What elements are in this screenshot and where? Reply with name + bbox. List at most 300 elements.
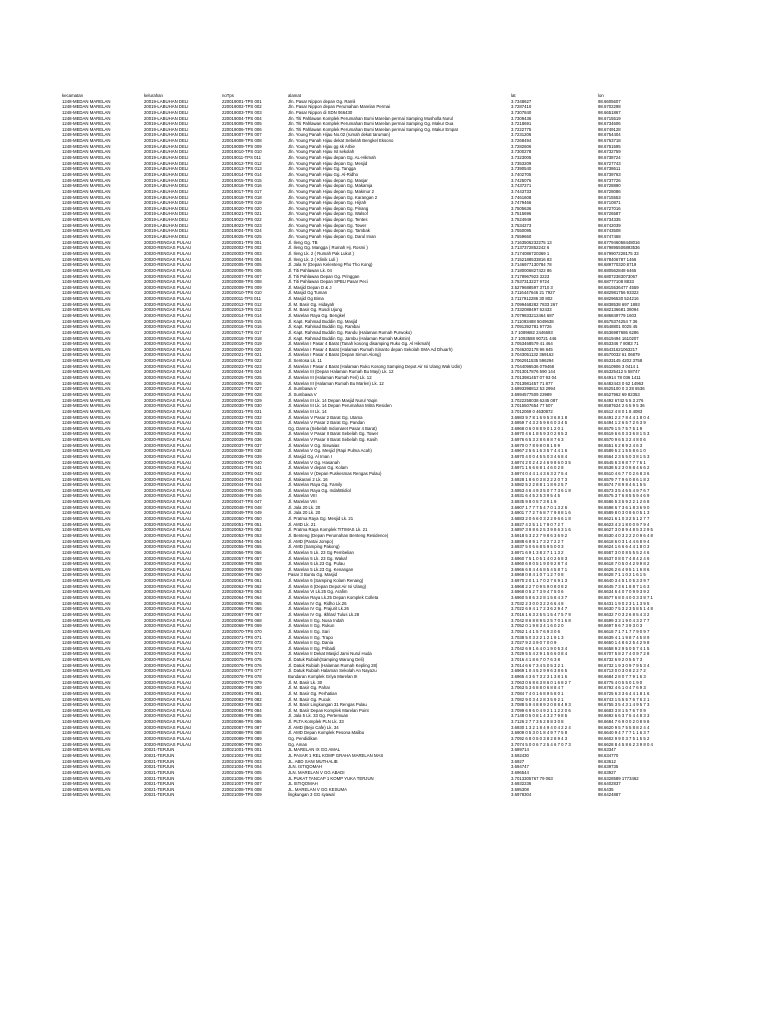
cell-lat[interactable]: 3.7052 1 4 1 5 7 6 9 3 0 6 [511, 628, 560, 634]
cell-lon[interactable]: 98.6538 6 2 3 0 8 8 4 6 6 2 [598, 465, 650, 471]
cell-kecamatan[interactable]: 1248-MEDAN MARELAN [62, 741, 111, 747]
cell-alamat[interactable]: Jl. Marelan II Gg. Sari [288, 628, 330, 634]
cell-lat[interactable]: 3.6960 7 5 1 0 5 1 4 0 2 6 8 3 [511, 555, 568, 561]
cell-kecamatan[interactable]: 1248-MEDAN MARELAN [62, 459, 111, 465]
cell-alamat[interactable]: Jl. Ileng Lk. 2 ( Klinik Luli ) [288, 256, 338, 262]
cell-lat[interactable]: 3.7534273 [511, 222, 532, 228]
cell-kecamatan[interactable]: 1248-MEDAN MARELAN [62, 104, 111, 110]
cell-notps[interactable]: 220019001-TPS 001 [222, 98, 262, 104]
cell-notps[interactable]: 220020018-TPS 018 [222, 335, 262, 341]
cell-lat[interactable]: 3.6968 0 5 2 7 3 9 4 7 5 0 6 [511, 589, 564, 595]
cell-notps[interactable]: 220020022-TPS 022 [222, 358, 262, 364]
cell-kecamatan[interactable]: 1248-MEDAN MARELAN [62, 679, 111, 685]
cell-kelurahan[interactable]: 20020-RENGAS PULAU [144, 324, 192, 330]
cell-lat[interactable]: 3.6927 4 2 5 1 1 7 9 0 7 2 7 [511, 521, 564, 527]
cell-lat[interactable]: 3.7079833212464 687 [511, 312, 555, 318]
cell-kelurahan[interactable]: 20020-RENGAS PULAU [144, 572, 192, 578]
cell-lon[interactable]: 98.6579 1 5 7 5 7 5 1 9 [598, 425, 643, 431]
cell-kecamatan[interactable]: 1248-MEDAN MARELAN [62, 696, 111, 702]
cell-kelurahan[interactable]: 20020-RENGAS PULAU [144, 329, 192, 335]
cell-alamat[interactable]: Jl. Marelan V Gg. Siswaias [288, 442, 340, 448]
cell-kelurahan[interactable]: 20019-LABUHAN DELI [144, 234, 189, 240]
cell-notps[interactable]: 220020002-TPS 002 [222, 245, 262, 251]
cell-alamat[interactable]: Jl. AMD Lk. 21 [288, 521, 316, 527]
cell-kelurahan[interactable]: 20020-RENGAS PULAU [144, 578, 192, 584]
cell-lon[interactable]: 98.6634 6 4 0 7 0 9 9 3 9 2 [598, 589, 650, 595]
cell-notps[interactable]: 220019025-TPS 025 [222, 234, 262, 240]
cell-lat[interactable]: 3.7402705 [511, 171, 532, 177]
cell-lon[interactable]: 98.682981756 93322 [598, 290, 639, 296]
cell-lat[interactable]: 3.7218691 [511, 121, 532, 127]
cell-kecamatan[interactable]: 1248-MEDAN MARELAN [62, 470, 111, 476]
cell-kelurahan[interactable]: 20020-RENGAS PULAU [144, 420, 192, 426]
cell-alamat[interactable]: JL. MARELAN V GG KESUMA [288, 786, 347, 792]
cell-kelurahan[interactable]: 20020-RENGAS PULAU [144, 527, 192, 533]
cell-lat[interactable]: 3.7116447646 21 7927 [511, 290, 555, 296]
cell-alamat[interactable]: Jln. Young Panah Hijau depan Gg. Tentes [288, 217, 368, 223]
cell-notps[interactable]: 220020031-TPS 031 [222, 408, 262, 414]
cell-kecamatan[interactable]: 1248-MEDAN MARELAN [62, 781, 111, 787]
cell-alamat[interactable]: Jl. Marelan I Pasar 4 Barat (Halaman Rumah Sinanto depan Sekolah SMA Ad Dhuarh) [288, 346, 453, 352]
cell-lat[interactable]: 3.6953 4 6 4 9 3 5 0 7 7 3 6 1 8 [511, 487, 571, 493]
cell-kecamatan[interactable]: 1248-MEDAN MARELAN [62, 98, 111, 104]
cell-kecamatan[interactable]: 1248-MEDAN MARELAN [62, 222, 111, 228]
cell-lon[interactable]: 98.6737726 [598, 177, 621, 183]
cell-alamat[interactable]: Jl. Marelan III Lk. 14 Depan Perumahan Mitra Residen [288, 403, 392, 409]
cell-kecamatan[interactable]: 1248-MEDAN MARELAN [62, 668, 111, 674]
cell-lat[interactable]: 3.6983 9 7 8 1 6 9 5 3 6 8 1 8 [511, 414, 568, 420]
cell-kecamatan[interactable]: 1248-MEDAN MARELAN [62, 589, 111, 595]
cell-lon[interactable]: 98.6626 2 6 4 9 5 1 1 6 8 6 [598, 566, 650, 572]
cell-lon[interactable]: 98.6586 5 3 5 9 2 2 1 2 6 8 [598, 499, 650, 505]
cell-kecamatan[interactable]: 1248-MEDAN MARELAN [62, 160, 111, 166]
cell-kecamatan[interactable]: 1248-MEDAN MARELAN [62, 284, 111, 290]
cell-notps[interactable]: 220020060-TPS 060 [222, 572, 262, 578]
cell-kelurahan[interactable]: 20020-RENGAS PULAU [144, 707, 192, 713]
cell-kelurahan[interactable]: 20019-LABUHAN DELI [144, 121, 189, 127]
cell-kecamatan[interactable]: 1248-MEDAN MARELAN [62, 217, 111, 223]
cell-lon[interactable]: 98.68296530 524216 [598, 296, 639, 302]
cell-notps[interactable]: 220019015-TPS 015 [222, 177, 262, 183]
cell-kelurahan[interactable]: 20020-RENGAS PULAU [144, 713, 192, 719]
cell-alamat[interactable]: Jl. Marelan IV Gg. Ridho Lk.26 [288, 600, 347, 606]
cell-lon[interactable]: 98.6628 8 4 5 8 6 2 3 9 8 0 4 [598, 741, 653, 747]
cell-notps[interactable]: 220020057-TPS 057 [222, 555, 262, 561]
cell-lon[interactable]: 98.6684 2 8 0 7 7 9 1 6 3 [598, 673, 646, 679]
cell-lon[interactable]: 98.6527962 69 82353 [598, 391, 640, 397]
cell-notps[interactable]: 220020014-TPS 014 [222, 312, 262, 318]
cell-alamat[interactable]: Jl. Jala 5 Lk. 33 Gg. Pertemuan [288, 713, 349, 719]
cell-lat[interactable]: 3.7178967923 3223 [511, 273, 550, 279]
cell-lat[interactable]: 3.6959 7 4 3 2 5 9 6 6 0 3 4 5 [511, 420, 568, 426]
cell-lon[interactable]: 98.6624 1 6 6 6 4 4 1 8 0 3 [598, 544, 650, 550]
cell-kecamatan[interactable]: 1248-MEDAN MARELAN [62, 769, 111, 775]
cell-lat[interactable]: 3.696544 [511, 769, 529, 775]
cell-kecamatan[interactable]: 1248-MEDAN MARELAN [62, 516, 111, 522]
cell-alamat[interactable]: Pasar 3 Buntu Gg. Masjid [288, 572, 337, 578]
cell-lon[interactable]: 98.6728086 [598, 188, 621, 194]
cell-kecamatan[interactable]: 1248-MEDAN MARELAN [62, 628, 111, 634]
cell-kecamatan[interactable]: 1248-MEDAN MARELAN [62, 363, 111, 369]
cell-lon[interactable]: 98.680562848 6465 [598, 267, 637, 273]
cell-kelurahan[interactable]: 20020-RENGAS PULAU [144, 673, 192, 679]
cell-alamat[interactable]: Jln. Young Panah Hijau Gg. Al-Ridho [288, 171, 358, 177]
cell-alamat[interactable]: Jl. Marelan I Pasar 4 Barat (Halaman Ruko Kosong Samping Depot Air Isi Ulang Wak Udin) [288, 363, 462, 369]
cell-notps[interactable]: 220020032-TPS 032 [222, 414, 262, 420]
cell-kecamatan[interactable]: 1248-MEDAN MARELAN [62, 583, 111, 589]
cell-lat[interactable]: 3.7082 9 0 3 4 2 8 3 5 9 2 1 [511, 696, 564, 702]
cell-kelurahan[interactable]: 20020-RENGAS PULAU [144, 284, 192, 290]
cell-alamat[interactable]: Jl. Marelan III (Depan Halaman Rumah Bu Mayi) Lk. 12 [288, 369, 394, 375]
cell-lon[interactable]: 98.6738611 [598, 166, 621, 172]
cell-notps[interactable]: 220020051-TPS 051 [222, 521, 262, 527]
cell-kelurahan[interactable]: 20020-RENGAS PULAU [144, 719, 192, 725]
cell-lon[interactable]: 98.6628 7 1 1 0 2 1 6 1 5 [598, 572, 646, 578]
cell-kelurahan[interactable]: 20020-RENGAS PULAU [144, 397, 192, 403]
cell-lon[interactable]: 98.6623 4 3 1 8 0 0 9 7 9 4 [598, 521, 650, 527]
cell-lat[interactable]: 3.7559660 [511, 234, 532, 240]
cell-notps[interactable]: 220020080-TPS 080 [222, 685, 262, 691]
cell-notps[interactable]: 220021008-TPS 008 [222, 786, 262, 792]
cell-alamat[interactable]: Jl. Marelan 5 Lk.23 Gg. Pulau [288, 561, 345, 567]
cell-lat[interactable]: 3.7013981457 71 877 [511, 380, 553, 386]
cell-lon[interactable]: 98.682136681 38094 [598, 307, 639, 313]
cell-lat[interactable]: 3.6971 1 6 6 6 8 1 4 6 0 2 8 [511, 465, 564, 471]
cell-lat[interactable]: 3.7 1089682 2446693 [511, 329, 553, 335]
cell-notps[interactable]: 220020010-TPS 010 [222, 290, 262, 296]
cell-lat[interactable]: 3.7022 6 9 4 1 7 2 3 6 2 9 4 7 [511, 606, 568, 612]
cell-kecamatan[interactable]: 1248-MEDAN MARELAN [62, 296, 111, 302]
cell-lat[interactable]: 3.6967 2 5 6 1 6 3 5 7 4 4 1 6 [511, 448, 568, 454]
cell-alamat[interactable]: Jln. Pasar Nippon di SDN 066430 [288, 109, 353, 115]
cell-kelurahan[interactable]: 20020-RENGAS PULAU [144, 532, 192, 538]
cell-lat[interactable]: 3.6978304 [511, 792, 532, 798]
cell-notps[interactable]: 220020047-TPS 047 [222, 499, 262, 505]
cell-notps[interactable]: 220021001-TPS 001 [222, 747, 262, 753]
cell-lon[interactable]: 98.6713 0 0 3 0 8 2 2 7 2 [598, 668, 646, 674]
cell-notps[interactable]: 220019008-TPS 008 [222, 138, 262, 144]
cell-lon[interactable]: 98.6702298 [598, 104, 621, 110]
cell-alamat[interactable]: Jl. M. Basir Gg. Hidayah [288, 301, 335, 307]
cell-kelurahan[interactable]: 20020-RENGAS PULAU [144, 561, 192, 567]
cell-kecamatan[interactable]: 1248-MEDAN MARELAN [62, 510, 111, 516]
cell-notps[interactable]: 220019013-TPS 013 [222, 166, 262, 172]
cell-alamat[interactable]: Jln. Titi Pahlawan Komplek Perumahan Bumi Marelan permai Samping Gg. Makur Empat [288, 126, 458, 132]
cell-kecamatan[interactable]: 1248-MEDAN MARELAN [62, 499, 111, 505]
cell-notps[interactable]: 220020085-TPS 085 [222, 713, 262, 719]
cell-kelurahan[interactable]: 20020-RENGAS PULAU [144, 391, 192, 397]
cell-alamat[interactable]: Jl. Pratma Raya Komplek TITIMAS Lk. 21 [288, 527, 368, 533]
cell-kelurahan[interactable]: 20019-LABUHAN DELI [144, 211, 189, 217]
cell-lon[interactable]: 98.6575374254 7 36 [598, 318, 638, 324]
cell-notps[interactable]: 220020074-TPS 074 [222, 651, 262, 657]
cell-kecamatan[interactable]: 1248-MEDAN MARELAN [62, 273, 111, 279]
cell-kecamatan[interactable]: 1248-MEDAN MARELAN [62, 611, 111, 617]
cell-alamat[interactable]: Jl. PLTA Komplek PLN Lk. 33 [288, 719, 344, 725]
cell-lon[interactable]: 98.6658 9 2 9 5 0 5 7 4 1 5 [598, 645, 650, 651]
column-header-notps[interactable]: noTps [222, 93, 234, 98]
cell-lon[interactable]: 98.6599 3 3 1 9 0 4 3 2 7 7 [598, 617, 650, 623]
cell-kecamatan[interactable]: 1248-MEDAN MARELAN [62, 132, 111, 138]
cell-lon[interactable]: 98.6579 7 7 9 6 0 8 6 1 8 2 [598, 476, 650, 482]
cell-kecamatan[interactable]: 1248-MEDAN MARELAN [62, 504, 111, 510]
cell-alamat[interactable]: Jl. Marelan Raya Gg. Family [288, 482, 343, 488]
cell-kecamatan[interactable]: 1248-MEDAN MARELAN [62, 702, 111, 708]
cell-lon[interactable]: 98.6755 3 5 4 3 1 4 9 5 7 3 [598, 702, 650, 708]
cell-kecamatan[interactable]: 1248-MEDAN MARELAN [62, 730, 111, 736]
cell-notps[interactable]: 220021006-TPS 006 [222, 775, 262, 781]
cell-kecamatan[interactable]: 1248-MEDAN MARELAN [62, 634, 111, 640]
cell-lat[interactable]: 3.7044096536 079468 [511, 363, 555, 369]
cell-alamat[interactable]: Jln. Young Panah Hijau depan Gg. Tower [288, 222, 367, 228]
cell-lon[interactable]: 98.6491 2 2 7 8 4 4 1 8 0 4 [598, 414, 650, 420]
cell-lon[interactable]: 98.6570 9 6 5 3 2 4 8 0 6 [598, 437, 646, 443]
cell-notps[interactable]: 220019004-TPS 004 [222, 115, 262, 121]
cell-lon[interactable]: 98.6775 4 0 5 5 0 1 9 0 [598, 679, 643, 685]
cell-kecamatan[interactable]: 1248-MEDAN MARELAN [62, 606, 111, 612]
cell-lon[interactable]: 98.6732759 [598, 149, 621, 155]
cell-lon[interactable]: 98.6630 7 5 3 2 3 5 8 5 1 4 8 [598, 606, 653, 612]
cell-alamat[interactable]: Jl. Sumbawa V [288, 386, 317, 392]
cell-notps[interactable]: 220020073-TPS 073 [222, 645, 262, 651]
cell-lon[interactable]: 98.6726587 [598, 211, 621, 217]
cell-kelurahan[interactable]: 20020-RENGAS PULAU [144, 341, 192, 347]
cell-kelurahan[interactable]: 20020-RENGAS PULAU [144, 262, 192, 268]
cell-kecamatan[interactable]: 1248-MEDAN MARELAN [62, 290, 111, 296]
cell-notps[interactable]: 220020083-TPS 083 [222, 702, 262, 708]
cell-notps[interactable]: 220020036-TPS 036 [222, 437, 262, 443]
cell-lat[interactable]: 3.7524949 [511, 217, 532, 223]
cell-notps[interactable]: 220020009-TPS 009 [222, 284, 262, 290]
cell-notps[interactable]: 220020007-TPS 007 [222, 273, 262, 279]
cell-lon[interactable]: 98.6551 6 2 8 9 2 4 6 3 [598, 442, 643, 448]
cell-kecamatan[interactable]: 1248-MEDAN MARELAN [62, 792, 111, 798]
cell-kelurahan[interactable]: 20020-RENGAS PULAU [144, 696, 192, 702]
cell-notps[interactable]: 220020040-TPS 040 [222, 459, 262, 465]
cell-lat[interactable]: 3.7012069 0 4630872 [511, 408, 553, 414]
cell-lat[interactable]: 3.6937 5 0 6 6 8 5 9 5 0 0 3 [511, 544, 564, 550]
cell-lon[interactable]: 98.6734335 [598, 217, 621, 223]
cell-notps[interactable]: 220020077-TPS 077 [222, 668, 262, 674]
cell-lat[interactable]: 3.6928 1 8 6 0 3 8 2 2 2 0 7 3 [511, 476, 568, 482]
cell-notps[interactable]: 220020069-TPS 069 [222, 623, 262, 629]
cell-lat[interactable]: 3.692430 [511, 752, 529, 758]
cell-lat[interactable]: 3.6901 7 7 2 7 6 8 7 7 9 8 8 1 6 [511, 510, 571, 516]
cell-lat[interactable]: 3.6966 6 8 4 4 6 8 5 4 5 8 7 1 [511, 566, 568, 572]
cell-lon[interactable]: 98.6510 4 6 7 7 0 2 6 8 3 6 [598, 470, 650, 476]
cell-kecamatan[interactable]: 1248-MEDAN MARELAN [62, 600, 111, 606]
cell-lat[interactable]: 3.6969 1 0 4 5 2 9 9 6 3 8 6 5 [511, 668, 568, 674]
cell-lon[interactable]: 98.6743 1 5 5 5 7 6 7 6 2 1 [598, 696, 650, 702]
cell-lat[interactable]: 3.6918 5 3 2 2 7 9 8 6 3 6 9 2 [511, 532, 568, 538]
cell-alamat[interactable]: Jl. Marelan Raya Gg. IndahBidiol [288, 487, 351, 493]
cell-lat[interactable]: 3.6930 1 3 2 1 8 4 9 4 0 4 2 2 4 [511, 724, 571, 730]
cell-lon[interactable]: 98.6683 3 8 1 5 7 6 7 0 9 [598, 707, 646, 713]
cell-notps[interactable]: 220020041-TPS 041 [222, 465, 262, 471]
cell-lat[interactable]: 3.7348627 [511, 98, 532, 104]
cell-kecamatan[interactable]: 1248-MEDAN MARELAN [62, 386, 111, 392]
cell-lat[interactable]: 3.6970 2 0 1 1 7 0 2 7 6 9 1 3 [511, 578, 568, 584]
cell-lat[interactable]: 3.7353209 [511, 160, 532, 166]
cell-kecamatan[interactable]: 1248-MEDAN MARELAN [62, 414, 111, 420]
cell-kecamatan[interactable]: 1248-MEDAN MARELAN [62, 487, 111, 493]
cell-notps[interactable]: 220020011-TPS 011 [222, 296, 262, 302]
cell-kecamatan[interactable]: 1248-MEDAN MARELAN [62, 166, 111, 172]
cell-notps[interactable]: 220020039-TPS 039 [222, 454, 262, 459]
cell-lat[interactable]: 3.7174086720369 1 [511, 250, 550, 256]
cell-lat[interactable]: 3.7099468282 7833 267 [511, 301, 558, 307]
cell-lon[interactable]: 98.6645 7 3 6 1 8 8 7 1 6 3 [598, 583, 650, 589]
cell-kelurahan[interactable]: 20019-LABUHAN DELI [144, 155, 189, 161]
cell-lon[interactable]: 98.6732 6 9 2 0 5 5 7 3 [598, 657, 643, 663]
cell-kelurahan[interactable]: 20020-RENGAS PULAU [144, 538, 192, 544]
cell-notps[interactable]: 220019020-TPS 020 [222, 205, 262, 211]
cell-notps[interactable]: 220020045-TPS 045 [222, 487, 262, 493]
cell-kelurahan[interactable]: 20020-RENGAS PULAU [144, 296, 192, 302]
cell-lat[interactable]: 3.7052 0 1 9 8 3 4 1 6 0 2 0 [511, 623, 564, 629]
cell-lat[interactable]: 3.7148 0 5 0 8 1 4 3 2 7 9 8 5 [511, 713, 568, 719]
cell-notps[interactable]: 220020027-TPS 027 [222, 386, 262, 392]
cell-kecamatan[interactable]: 1248-MEDAN MARELAN [62, 566, 111, 572]
cell-alamat[interactable]: Jl. Marelan II Gg. Rukun [288, 623, 335, 629]
cell-lon[interactable]: 98.6530 4 0 3 2 2 2 0 9 6 4 8 [598, 532, 653, 538]
cell-kelurahan[interactable]: 20020-RENGAS PULAU [144, 685, 192, 691]
cell-notps[interactable]: 220020037-TPS 037 [222, 442, 262, 448]
cell-notps[interactable]: 220020050-TPS 050 [222, 516, 262, 522]
cell-kecamatan[interactable]: 1248-MEDAN MARELAN [62, 623, 111, 629]
cell-kelurahan[interactable]: 20020-RENGAS PULAU [144, 375, 192, 381]
cell-kelurahan[interactable]: 20020-RENGAS PULAU [144, 662, 192, 668]
cell-kelurahan[interactable]: 20020-RENGAS PULAU [144, 493, 192, 499]
cell-lon[interactable]: 98.64914 78 036 1411 [598, 375, 641, 381]
cell-lon[interactable]: 98.6435 [598, 786, 614, 792]
cell-kelurahan[interactable]: 20019-LABUHAN DELI [144, 98, 189, 104]
cell-lat[interactable]: 3.6931 6 4 5 2 5 3 9 5 4 5 [511, 493, 560, 499]
cell-lat[interactable]: 3.6968 0 6 0 8 8 9 0 1 2 0 1 [511, 425, 564, 431]
cell-notps[interactable]: 220020033-TPS 033 [222, 420, 262, 426]
cell-lat[interactable]: 3.6927 [511, 758, 525, 764]
cell-notps[interactable]: 220020004-TPS 004 [222, 256, 262, 262]
cell-notps[interactable]: 220020026-TPS 026 [222, 380, 262, 386]
cell-kecamatan[interactable]: 1248-MEDAN MARELAN [62, 408, 111, 414]
cell-kecamatan[interactable]: 1248-MEDAN MARELAN [62, 358, 111, 364]
cell-notps[interactable]: 220020017-TPS 017 [222, 329, 262, 335]
cell-alamat[interactable]: Jln. Young Panah Hijau depan Gg. Makmur 2 [288, 188, 374, 194]
cell-lat[interactable]: 3.7126 2 7 7 3 5 2 8 8 3 0 8 [511, 719, 564, 725]
cell-notps[interactable]: 220020061-TPS 061 [222, 578, 262, 584]
cell-notps[interactable]: 220019014-TPS 014 [222, 171, 262, 177]
cell-notps[interactable]: 220020013-TPS 013 [222, 307, 262, 313]
cell-kelurahan[interactable]: 20019-LABUHAN DELI [144, 205, 189, 211]
cell-kecamatan[interactable]: 1248-MEDAN MARELAN [62, 391, 111, 397]
cell-lat[interactable]: 3.7046202178 96 845 [511, 346, 553, 352]
cell-lat[interactable]: 3.6965 4 3 6 7 3 2 3 1 3 8 1 6 [511, 673, 568, 679]
cell-lat[interactable]: 3.695308 [511, 786, 529, 792]
cell-alamat[interactable]: Jl. Kapt. Rahmad Buddin Gg. Jambu (Halaman Rumah Mukmin) [288, 335, 411, 341]
cell-kecamatan[interactable]: 1248-MEDAN MARELAN [62, 640, 111, 646]
cell-alamat[interactable]: Jl. M. Basir Gg. Pahar [288, 685, 331, 691]
cell-lon[interactable]: 98.6749128 [598, 126, 621, 132]
cell-notps[interactable]: 220020086-TPS 086 [222, 719, 262, 725]
cell-kelurahan[interactable]: 20021-TERJUN [144, 769, 175, 775]
cell-alamat[interactable]: Jln. Young Panah Hijau Gg. Tangga [288, 166, 356, 172]
cell-notps[interactable]: 220020082-TPS 082 [222, 696, 262, 702]
cell-kecamatan[interactable]: 1248-MEDAN MARELAN [62, 673, 111, 679]
cell-kecamatan[interactable]: 1248-MEDAN MARELAN [62, 442, 111, 448]
cell-kecamatan[interactable]: 1248-MEDAN MARELAN [62, 747, 111, 753]
cell-alamat[interactable]: JLN. ISTIQOMAH [288, 764, 323, 770]
cell-lat[interactable]: 3.6960 6 8 0 5 1 9 0 9 2 8 7 4 [511, 561, 568, 567]
cell-alamat[interactable]: Jl. Masjid Gg Bima [288, 296, 324, 302]
cell-lon[interactable]: 98.6715519 [598, 115, 621, 121]
cell-lon[interactable]: 98.65431621063217 [598, 346, 638, 352]
cell-lat[interactable]: 3.6970 0 7 8 9 8 0 8 1 8 9 [511, 442, 560, 448]
cell-kelurahan[interactable]: 20020-RENGAS PULAU [144, 239, 192, 245]
cell-lat[interactable]: 3.6960 5 8 6 3 2 8 1 5 8 4 3 7 [511, 595, 568, 601]
cell-lon[interactable]: 98.6739763 [598, 171, 621, 177]
cell-lat[interactable]: 3.7307840 [511, 109, 532, 115]
cell-lon[interactable]: 98.6424887 [598, 792, 621, 798]
cell-alamat[interactable]: Jl. M. Basir Lingkungan 31 Rengas Pulau [288, 702, 367, 708]
cell-notps[interactable]: 220020088-TPS 088 [222, 730, 262, 736]
cell-kelurahan[interactable]: 20019-LABUHAN DELI [144, 177, 189, 183]
cell-lon[interactable]: 98.6707 5 8 2 7 4 0 9 7 2 8 [598, 651, 650, 657]
cell-lat[interactable]: 3.7038 5 0 3 2 2 1 2 1 9 1 3 [511, 634, 564, 640]
cell-alamat[interactable]: Jl. Marelan 6 (Depan Depot Air Isi Ulang) [288, 583, 367, 589]
cell-alamat[interactable]: Jl. Kapt. Rahmad Buddin Gg. Rambai [288, 324, 360, 330]
cell-kecamatan[interactable]: 1248-MEDAN MARELAN [62, 250, 111, 256]
cell-alamat[interactable]: Jl. Marelan V (Depan Puskesmas Rengas Pulau) [288, 470, 382, 476]
cell-lat[interactable]: 3.7016 1 6 3 2 5 5 1 5 4 7 5 7 9 [511, 611, 571, 617]
cell-notps[interactable]: 220020020-TPS 020 [222, 346, 262, 352]
cell-kelurahan[interactable]: 20020-RENGAS PULAU [144, 369, 192, 375]
cell-kelurahan[interactable]: 20020-RENGAS PULAU [144, 521, 192, 527]
cell-lat[interactable]: 3.694747 [511, 764, 529, 770]
cell-kelurahan[interactable]: 20020-RENGAS PULAU [144, 595, 192, 601]
cell-lon[interactable]: 98.6519 6 6 0 3 3 6 8 1 5 3 [598, 431, 650, 437]
cell-kelurahan[interactable]: 20020-RENGAS PULAU [144, 645, 192, 651]
cell-kelurahan[interactable]: 20021-TERJUN [144, 764, 175, 770]
cell-lat[interactable]: 3.711093488 5049638 [511, 318, 554, 324]
cell-kecamatan[interactable]: 1248-MEDAN MARELAN [62, 228, 111, 234]
cell-notps[interactable]: 220020089-TPS 089 [222, 736, 262, 742]
cell-lon[interactable]: 98.6650 1 4 8 6 2 5 4 2 9 8 [598, 640, 650, 646]
cell-kecamatan[interactable]: 1248-MEDAN MARELAN [62, 267, 111, 273]
cell-notps[interactable]: 220019010-TPS 010 [222, 149, 262, 155]
cell-notps[interactable]: 220020067-TPS 067 [222, 611, 262, 617]
cell-lon[interactable]: 98.68072383073067 [598, 273, 638, 279]
cell-notps[interactable]: 220021003-TPS 003 [222, 758, 262, 764]
cell-lon[interactable]: 98.63612 [598, 758, 616, 764]
cell-lon[interactable]: 98.6715553 [598, 194, 621, 200]
cell-alamat[interactable]: Jln. Young Panah Hijau depan Gg. Pinang [288, 205, 369, 211]
cell-kelurahan[interactable]: 20020-RENGAS PULAU [144, 544, 192, 550]
cell-kelurahan[interactable]: 20020-RENGAS PULAU [144, 617, 192, 623]
cell-notps[interactable]: 220020076-TPS 076 [222, 662, 262, 668]
cell-notps[interactable]: 220019002-TPS 002 [222, 104, 262, 110]
cell-kecamatan[interactable]: 1248-MEDAN MARELAN [62, 138, 111, 144]
cell-lat[interactable]: 3.6932236 [511, 781, 532, 787]
cell-lat[interactable]: 3.7300278 [511, 149, 532, 155]
cell-lon[interactable]: 98.6589 5 2 1 5 5 8 6 1 0 [598, 448, 646, 454]
cell-lon[interactable]: 98.6602 9 9 0 3 7 5 1 5 5 2 [598, 736, 650, 742]
cell-alamat[interactable]: JLN. MARELAN V GG ABADI [288, 769, 345, 775]
cell-lon[interactable]: 98.6727743 [598, 160, 621, 166]
cell-notps[interactable]: 220020063-TPS 063 [222, 589, 262, 595]
cell-kelurahan[interactable]: 20020-RENGAS PULAU [144, 386, 192, 392]
cell-kecamatan[interactable]: 1248-MEDAN MARELAN [62, 752, 111, 758]
cell-lat[interactable]: 3.7062911535 596294 [511, 358, 554, 364]
